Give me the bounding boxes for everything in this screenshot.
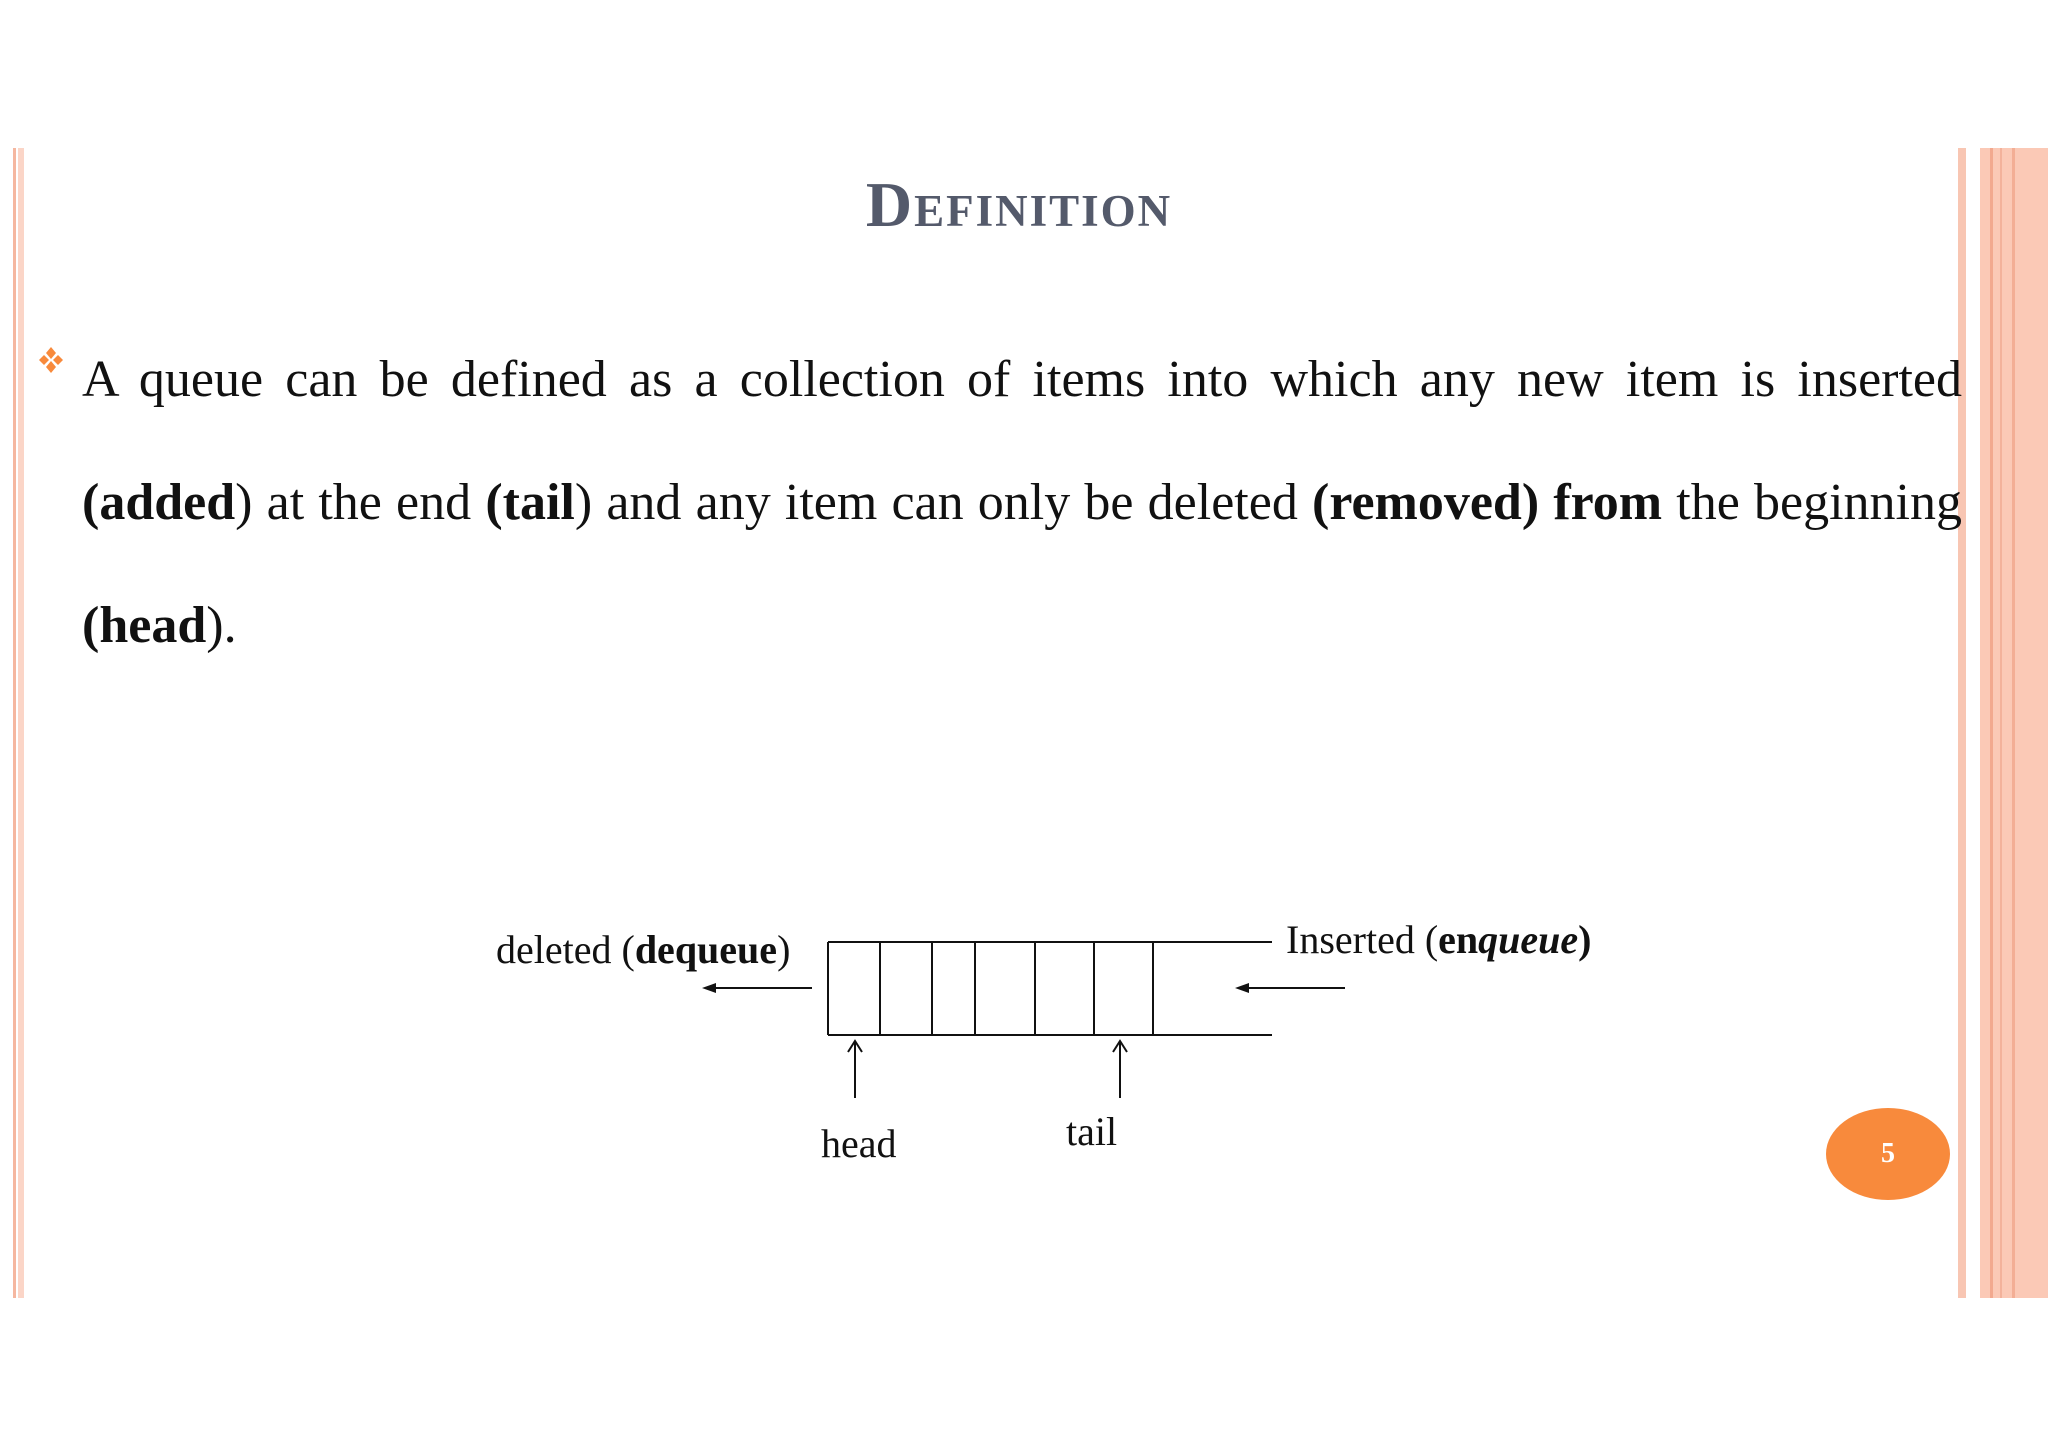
definition-paragraph: A queue can be defined as a collection of items into which any new item is inserted (added) at the end (tail) and any item can only be deleted (removed) from the beginning (head). [82,351,1962,654]
queue-box [828,942,1272,1035]
dequeue-label: deleted (dequeue) [496,927,791,972]
page-number-badge: 5 [1826,1108,1950,1200]
head-arrow [848,1041,862,1098]
tail-arrow [1113,1041,1127,1098]
head-label: head [821,1121,897,1166]
enqueue-arrow [1235,983,1345,993]
slide-title: Definition [865,169,1173,240]
dequeue-arrow [702,983,812,993]
tail-label: tail [1066,1109,1118,1154]
enqueue-label: Inserted (enqueue) [1286,917,1592,962]
